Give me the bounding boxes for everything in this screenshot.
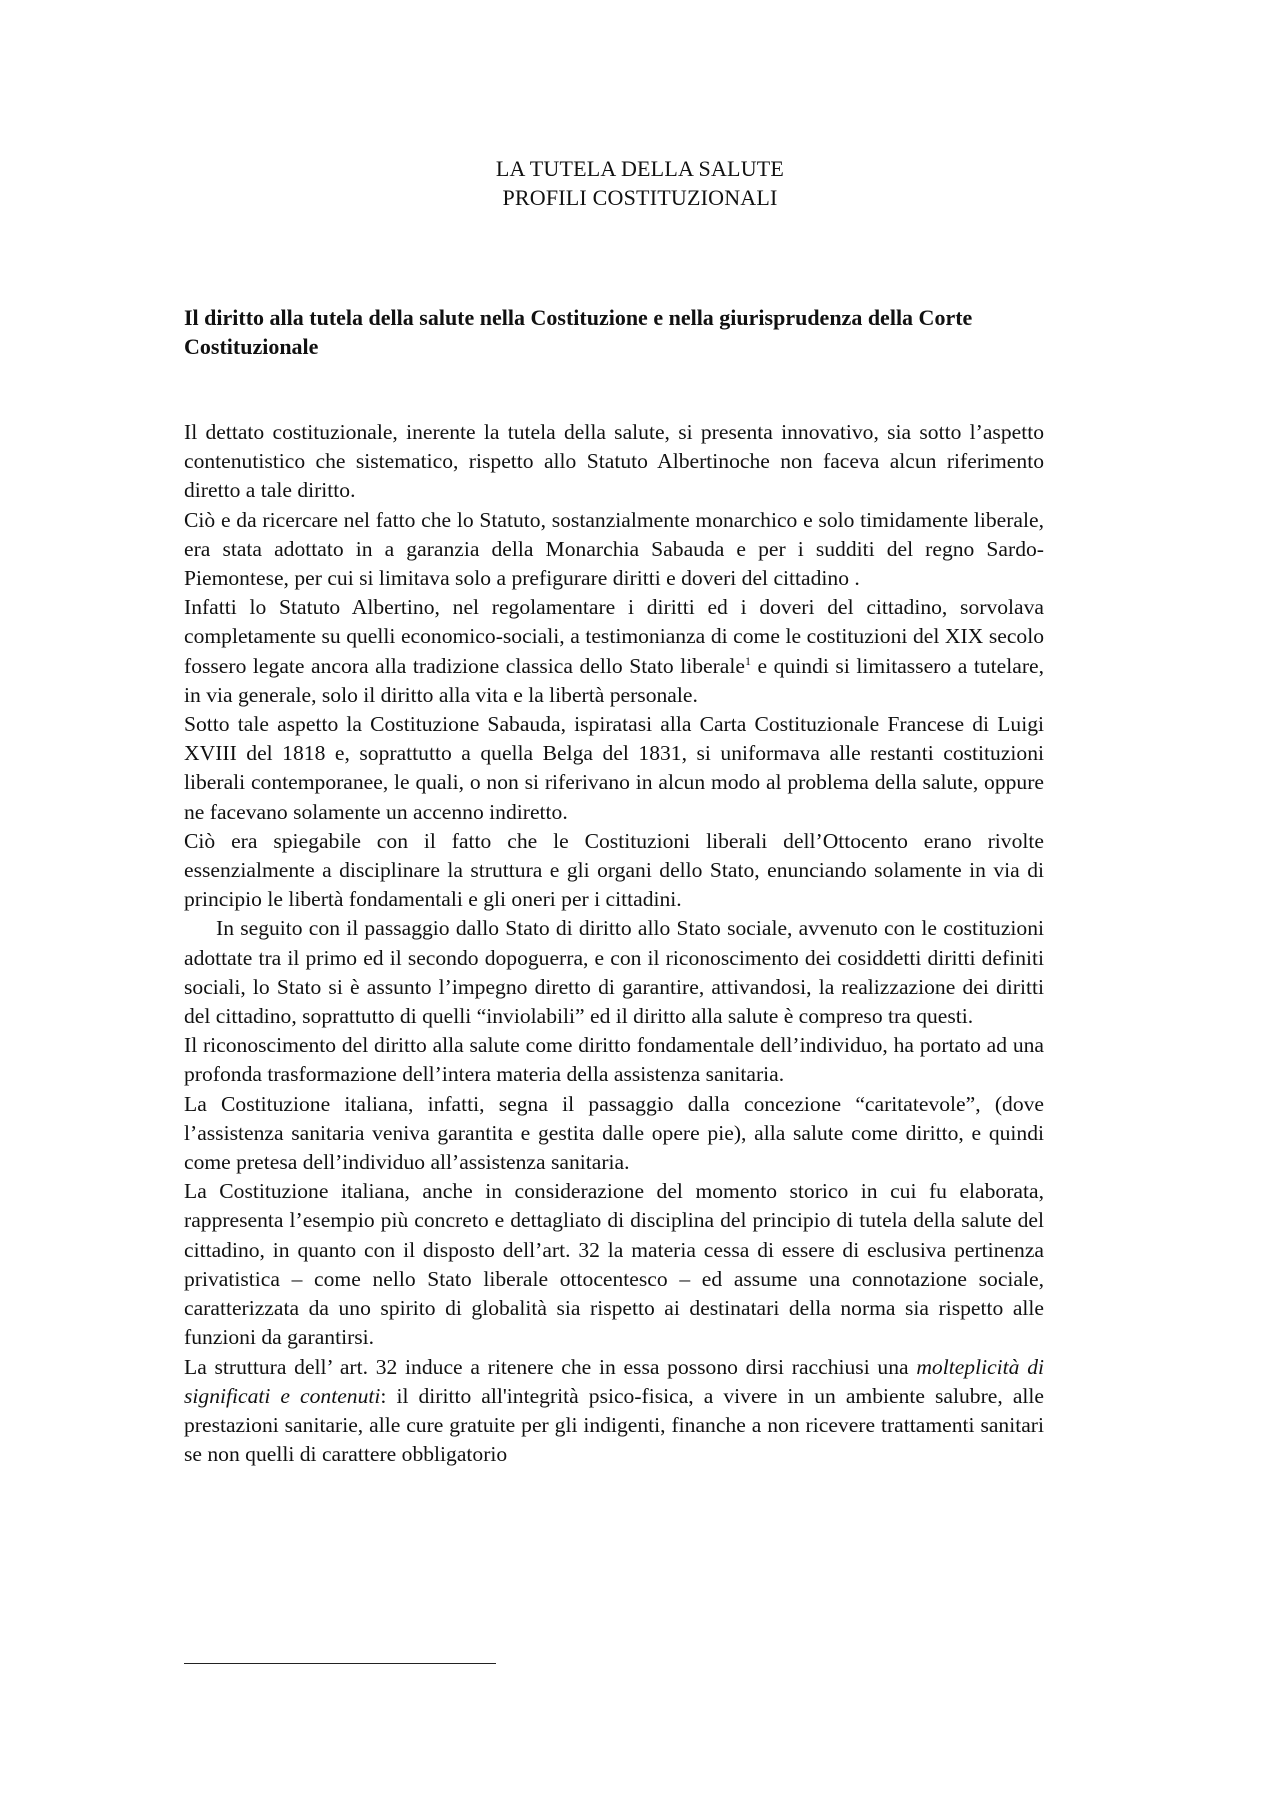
document-title [0,154,1280,212]
paragraph-10-text-after: : il diritto all'integrità psico-fisica, a vivere in un ambiente salubre, alle prestazioni sanitarie, alle cure gratuite per gli indigenti, finanche a non ricevere trattamenti sanitari se non quelli di carattere obbligatorio [184,1383,1044,1467]
footnote-separator [184,1663,496,1664]
section-heading: Il diritto alla tutela della salute nella Costituzione e nella giurisprudenza della Corte Costituzionale [184,305,973,359]
paragraph-7: Il riconoscimento del diritto alla salute come diritto fondamentale dell’individuo, ha portato ad una profonda trasformazione dell’intera materia della assistenza sanitaria. [184,1033,1044,1087]
paragraph-10-emphasis: molteplicità di significati e contenuti [184,1354,1044,1408]
paragraph-10 [184,1353,1044,1470]
paragraph-3-text-after: e quindi si limitassero a tutelare, in via generale, solo il diritto alla vita e la libertà personale. [184,653,1045,707]
paragraph-6: In seguito con il passaggio dallo Stato di diritto allo Stato sociale, avvenuto con le costituzioni adottate tra il primo ed il secondo dopoguerra, e con il riconoscimento dei cosiddetti diritti definiti sociali, lo Stato si è assunto l’impegno diretto di garantire, attivandosi, la realizzazione dei diritti del cittadino, soprattutto di quelli “inviolabili” ed il diritto alla salute è compreso tra questi. [184,916,1044,1029]
paragraph-3 [184,593,1044,710]
title-line-1: LA TUTELA DELLA SALUTE [495,156,785,181]
paragraph-1: Il dettato costituzionale, inerente la tutela della salute, si presenta innovativo, sia sotto l’aspetto contenutistico che sistematico, rispetto allo Statuto Albertinoche non faceva alcun riferimento diretto a tale diritto. [184,420,1044,503]
footnote-reference[interactable]: 1 [744,653,751,668]
title-line-2: PROFILI COSTITUZIONALI [502,185,778,210]
paragraph-3-text-before: Infatti lo Statuto Albertino, nel regolamentare i diritti ed i doveri del cittadino, sorvolava completamente su quelli economico-sociali, a testimonianza di come le costituzioni del XIX secolo fossero legate ancora alla tradizione classica dello Stato liberale [184,595,1044,678]
paragraph-8: La Costituzione italiana, infatti, segna il passaggio dalla concezione “caritatevole”, (dove l’assistenza sanitaria veniva garantita e gestita dalle opere pie), alla salute come diritto, e quindi come pretesa dell’individuo all’assistenza sanitaria. [184,1091,1044,1175]
paragraph-10-text-before: La struttura dell’ art. 32 induce a ritenere che in essa possono dirsi racchiusi una [184,1354,917,1379]
paragraph-5: Ciò era spiegabile con il fatto che le Costituzioni liberali dell’Ottocento erano rivolte essenzialmente a disciplinare la struttura e gli organi dello Stato, enunciando solamente in via di principio le libertà fondamentali e gli oneri per i cittadini. [184,828,1044,912]
paragraph-4: Sotto tale aspetto la Costituzione Sabauda, ispiratasi alla Carta Costituzionale Francese di Luigi XVIII del 1818 e, soprattutto a quella Belga del 1831, si uniformava alle restanti costituzioni liberali contemporanee, le quali, o non si riferivano in alcun modo al problema della salute, oppure ne facevano solamente un accenno indiretto. [184,712,1044,824]
paragraph-9: La Costituzione italiana, anche in considerazione del momento storico in cui fu elaborata, rappresenta l’esempio più concreto e dettagliato di disciplina del principio di tutela della salute del cittadino, in quanto con il disposto dell’art. 32 la materia cessa di essere di esclusiva pertinenza privatistica – come nello Stato liberale ottocentesco – ed assume una connotazione sociale, caratterizzata da uno spirito di globalità sia rispetto ai destinatari della norma sia rispetto alle funzioni da garantirsi. [184,1179,1044,1350]
body-text [184,418,1044,1469]
paragraph-2: Ciò e da ricercare nel fatto che lo Statuto, sostanzialmente monarchico e solo timidamente liberale, era stata adottato in a garanzia della Monarchia Sabauda e per i sudditi del regno Sardo- Piemontese, per cui si limitava solo a prefigurare diritti e doveri del cittadino . [184,507,1044,591]
